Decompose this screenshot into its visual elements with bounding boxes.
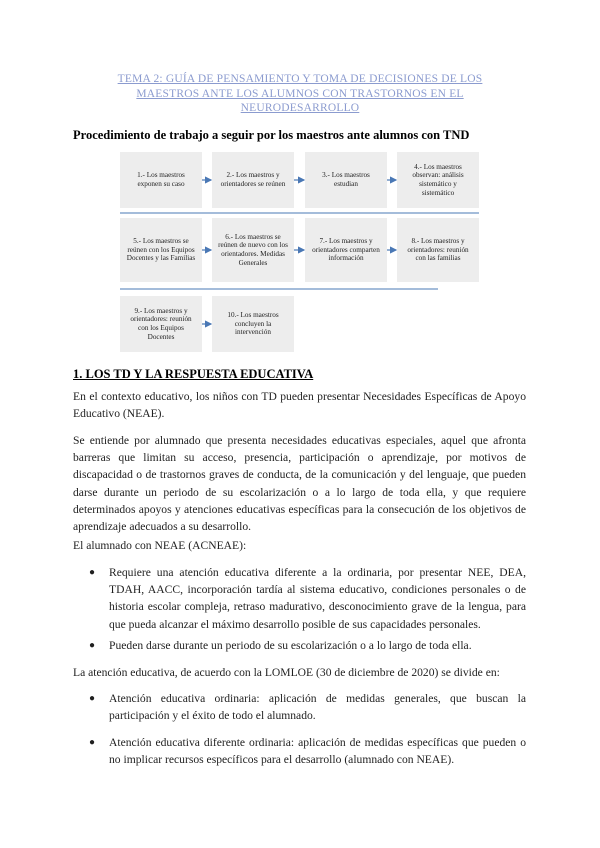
flow-step-10: 10.- Los maestros concluyen la intervención: [212, 296, 294, 352]
paragraph-acneae: El alumnado con NEAE (ACNEAE):: [73, 539, 247, 552]
document-title: TEMA 2: GUÍA DE PENSAMIENTO Y TOMA DE DECISIONES DE LOS MAESTROS ANTE LOS ALUMNOS CON TRASTORNOS EN EL NEURODESARROLLO: [117, 73, 483, 114]
list-item: Atención educativa diferente ordinaria: aplicación de medidas específicas que pueden o no implicar recursos específicos para el desarrollo (alumnado con NEAE).: [109, 736, 526, 767]
procedure-heading: Procedimiento de trabajo a seguir por los maestros ante alumnos con TND: [73, 128, 470, 142]
flow-step-6: 6.- Los maestros se reúnen de nuevo con los orientadores. Medidas Generales: [212, 218, 294, 282]
flow-step-2: 2.- Los maestros y orientadores se reúnen: [212, 152, 294, 208]
paragraph-intro: En el contexto educativo, los niños con TD pueden presentar Necesidades Específicas de Apoyo Educativo (NEAE).: [73, 390, 526, 421]
bullet-marker: ●: [89, 567, 96, 578]
list-item: Pueden darse durante un periodo de su escolarización o a lo largo de toda ella.: [109, 639, 472, 652]
paragraph-definition: Se entiende por alumnado que presenta necesidades educativas especiales, aquel que afronta barreras que limitan su acceso, presencia, participación o aprendizaje, por motivos de discapacidad o de trastornos graves de conducta, de la comunicación y del lenguaje, que pueden darse durante un periodo de su escolarización o a lo largo de toda ella, y que requiere determinados apoyos y atenciones educativas específicas para la consecución de los objetivos de aprendizaje adecuados a su desarrollo.: [73, 434, 526, 534]
flow-step-5: 5.- Los maestros se reúnen con los Equipos Docentes y las Familias: [120, 218, 202, 282]
list-item: Atención educativa ordinaria: aplicación de medidas generales, que buscan la participación y el éxito de todo el alumnado.: [109, 692, 526, 723]
flow-step-8: 8.- Los maestros y orientadores: reunión con las familias: [397, 218, 479, 282]
bullet-marker: ●: [89, 693, 96, 704]
flow-arrows: [0, 0, 600, 360]
flow-step-9: 9.- Los maestros y orientadores: reunión con los Equipos Docentes: [120, 296, 202, 352]
paragraph-lomloe: La atención educativa, de acuerdo con la LOMLOE (30 de diciembre de 2020) se divide en:: [73, 666, 500, 679]
bullet-marker: ●: [89, 737, 96, 748]
bullet-marker: ●: [89, 640, 96, 651]
procedure-flowchart: [0, 0, 600, 360]
flow-step-1: 1.- Los maestros exponen su caso: [120, 152, 202, 208]
flow-step-3: 3.- Los maestros estudian: [305, 152, 387, 208]
section-heading: 1. LOS TD Y LA RESPUESTA EDUCATIVA: [73, 367, 314, 381]
flow-step-7: 7.- Los maestros y orientadores comparten información: [305, 218, 387, 282]
list-item: Requiere una atención educativa diferente a la ordinaria, por presentar NEE, DEA, TDAH, AACC, incorporación tardía al sistema educativo, condiciones personales o de historia escolar compleja, retraso madurativo, desconocimiento grave de la lengua, para que pueda alcanzar el máximo desarrollo posible de sus capacidades personales.: [109, 566, 526, 631]
flow-step-4: 4.- Los maestros observan: análisis sistemático y sistemático: [397, 152, 479, 208]
